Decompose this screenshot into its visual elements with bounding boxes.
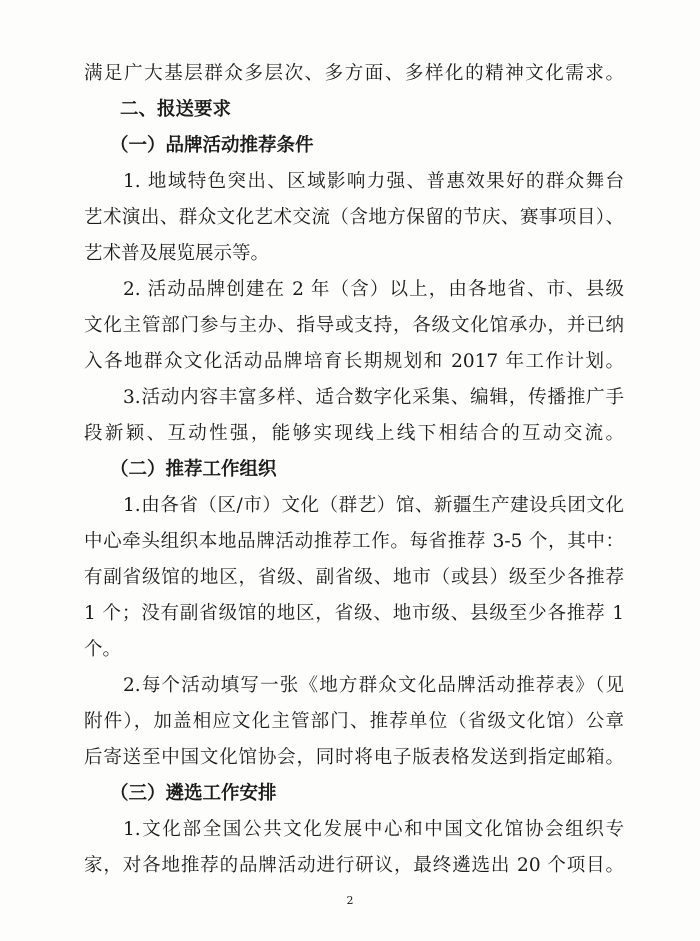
paragraph-line: 段新颖、互动性强，能够实现线上线下相结合的互动交流。: [84, 423, 624, 444]
paragraph-line: 后寄送至中国文化馆协会，同时将电子版表格发送到指定邮箱。: [84, 747, 624, 768]
paragraph-line: 文化主管部门参与主办、指导或支持，各级文化馆承办，并已纳: [84, 315, 624, 336]
paragraph-line: 1. 地域特色突出、区域影响力强、普惠效果好的群众舞台: [123, 171, 624, 192]
paragraph-line: 1.文化部全国公共文化发展中心和中国文化馆协会组织专: [123, 819, 624, 840]
paragraph-line: 中心牵头组织本地品牌活动推荐工作。每省推荐 3-5 个，其中：: [84, 531, 624, 552]
paragraph-line: 艺术普及展览展示等。: [84, 243, 270, 264]
paragraph-line: 3.活动内容丰富多样、适合数字化采集、编辑，传播推广手: [123, 387, 624, 408]
section-heading: 二、报送要求: [120, 99, 232, 120]
paragraph-line: 2.每个活动填写一张《地方群众文化品牌活动推荐表》（见: [123, 675, 624, 696]
subsection-heading: （二）推荐工作组织: [110, 459, 277, 480]
paragraph-line: 1 个；没有副省级馆的地区，省级、地市级、县级至少各推荐 1: [84, 603, 624, 624]
paragraph-line: 家，对各地推荐的品牌活动进行研议，最终遴选出 20 个项目。: [84, 855, 624, 876]
paragraph-line: 有副省级馆的地区，省级、副省级、地市（或县）级至少各推荐: [84, 567, 624, 588]
paragraph-line: 个。: [84, 639, 122, 660]
paragraph-line: 1.由各省（区/市）文化（群艺）馆、新疆生产建设兵团文化: [123, 495, 624, 516]
paragraph-line: 2. 活动品牌创建在 2 年（含）以上，由各地省、市、县级: [123, 279, 624, 300]
paragraph-line: 附件），加盖相应文化主管部门、推荐单位（省级文化馆）公章: [84, 711, 624, 732]
page-number: 2: [346, 894, 354, 907]
subsection-heading: （三）遴选工作安排: [110, 783, 277, 804]
subsection-heading: （一）品牌活动推荐条件: [110, 135, 314, 156]
paragraph-line: 入各地群众文化活动品牌培育长期规划和 2017 年工作计划。: [84, 351, 624, 372]
paragraph-line: 满足广大基层群众多层次、多方面、多样化的精神文化需求。: [84, 63, 624, 84]
paragraph-line: 艺术演出、群众文化艺术交流（含地方保留的节庆、赛事项目）、: [84, 207, 624, 228]
